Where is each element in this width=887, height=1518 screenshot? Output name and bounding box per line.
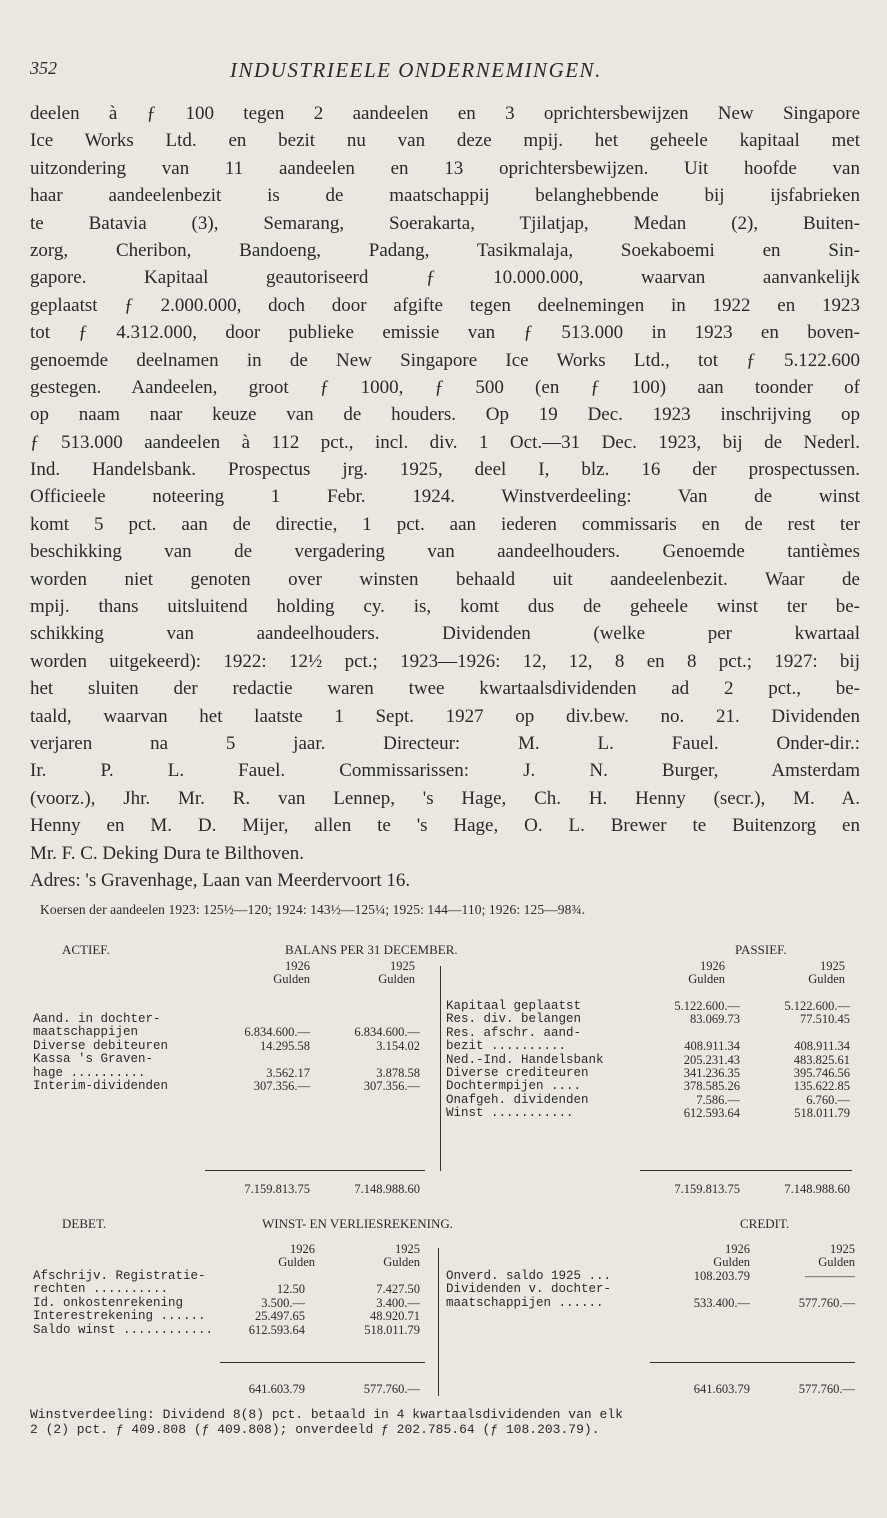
liability-value xyxy=(745,1027,850,1040)
asset-value: 3.154.02 xyxy=(376,1038,420,1053)
balance-liab-total-1925: 7.148.988.60 xyxy=(784,1182,850,1196)
text-line: mpij. thans uitsluitend holding cy. is, komt dus de geheele winst ter be- xyxy=(30,596,860,618)
debit-label: rechten .......... xyxy=(33,1282,169,1297)
liability-value: 135.622.85 xyxy=(793,1079,850,1094)
text-line: genoemde deelnamen in de New Singapore Ice Works Ltd., tot ƒ 5.122.600 xyxy=(30,349,860,371)
debit-label: Id. onkostenrekening xyxy=(33,1295,184,1310)
liability-label: Onafgeh. dividenden xyxy=(446,1092,589,1107)
liability-value: 341.236.35 xyxy=(683,1065,740,1080)
text-line: Mr. F. C. Deking Dura te Bilthoven. xyxy=(30,842,304,864)
liability-label: Res. div. belangen xyxy=(446,1012,582,1027)
debit-value: 12.50 xyxy=(276,1282,305,1297)
text-line: gestegen. Aandeelen, groot ƒ 1000, ƒ 500 (en ƒ 100) aan toonder of xyxy=(30,376,860,398)
asset-value xyxy=(195,1013,310,1026)
text-line: haar aandeelenbezit is de maatschappij belanghebbende bij ijsfabrieken xyxy=(30,185,860,207)
asset-value: 3.562.17 xyxy=(266,1065,310,1080)
liability-value xyxy=(630,1027,740,1040)
asset-value: 307.356.— xyxy=(363,1078,420,1093)
debit-value: 518.011.79 xyxy=(364,1322,420,1337)
debit-value: 25.497.65 xyxy=(255,1309,305,1324)
liability-label: Winst ........... xyxy=(446,1106,574,1121)
pnl-heading-right: CREDIT. xyxy=(740,1216,790,1231)
text-line: schikking van aandeelhouders. Dividenden (welke per kwartaal xyxy=(30,623,860,645)
balance-liab-total-rule xyxy=(640,1170,852,1171)
balance-heading-right: PASSIEF. xyxy=(735,942,787,957)
pnl-divider xyxy=(438,1248,439,1396)
liability-value: 6.760.— xyxy=(806,1092,850,1107)
pnl-heading-left: DEBET. xyxy=(62,1216,107,1231)
pnl-credit-1926 xyxy=(640,1270,750,1310)
text-line: verjaren na 5 jaar. Directeur: M. L. Fauel. Onder-dir.: xyxy=(30,732,860,754)
text-line: geplaatst ƒ 2.000.000, doch door afgifte tegen deelnemingen in 1922 en 1923 xyxy=(30,294,860,316)
debit-value: 612.593.64 xyxy=(248,1322,305,1337)
credit-label: Dividenden v. dochter- xyxy=(446,1282,612,1297)
liability-value: 408.911.34 xyxy=(794,1039,850,1054)
pnl-debit-total-rule xyxy=(220,1362,425,1363)
liability-value: 83.069.73 xyxy=(690,1012,740,1027)
liability-value: 205.231.43 xyxy=(683,1052,740,1067)
text-line: ƒ 513.000 aandeelen à 112 pct., incl. div. 1 Oct.—31 Dec. 1923, bij de Nederl. xyxy=(30,431,860,453)
liability-value: 77.510.45 xyxy=(800,1012,850,1027)
liability-value: 408.911.34 xyxy=(684,1039,740,1054)
debit-label: Afschrijv. Registratie- xyxy=(33,1269,206,1283)
balance-liab-1926 xyxy=(630,1000,740,1121)
balance-assets-1926 xyxy=(195,1013,310,1093)
debit-value: 48.920.71 xyxy=(370,1309,420,1324)
pnl-debit-total-1925: 577.760.— xyxy=(363,1382,420,1396)
balance-assets-total-1926: 7.159.813.75 xyxy=(244,1182,310,1196)
pnl-credit-total-rule xyxy=(650,1362,855,1363)
text-line: beschikking van de vergadering van aandeelhouders. Genoemde tantièmes xyxy=(30,541,860,563)
profit-distribution-note xyxy=(30,1408,860,1437)
asset-value: 14.295.58 xyxy=(260,1038,310,1053)
balance-liab-total-1926: 7.159.813.75 xyxy=(674,1182,740,1196)
credit-value: ———— xyxy=(805,1269,855,1283)
debit-value xyxy=(315,1270,420,1283)
pnl-debit-year-b: 1925 Gulden xyxy=(383,1242,420,1270)
text-line: tot ƒ 4.312.000, door publieke emissie van ƒ 513.000 in 1923 en boven- xyxy=(30,322,860,344)
liability-value: 483.825.61 xyxy=(793,1052,850,1067)
asset-label: Aand. in dochter- xyxy=(33,1012,161,1026)
liability-label: Ned.-Ind. Handelsbank xyxy=(446,1052,604,1067)
credit-value: 108.203.79 xyxy=(693,1269,750,1283)
text-line: te Batavia (3), Semarang, Soerakarta, Tjilatjap, Medan (2), Buiten- xyxy=(30,212,860,234)
pnl-credit-total-1925: 577.760.— xyxy=(798,1382,855,1396)
footnote-line: 2 (2) pct. ƒ 409.808 (ƒ 409.808); onverdeeld ƒ 202.785.64 (ƒ 108.203.79). xyxy=(30,1421,600,1437)
balance-assets-labels xyxy=(33,1013,168,1093)
text-line: Ir. P. L. Fauel. Commissarissen: J. N. Burger, Amsterdam xyxy=(30,760,860,782)
liability-value: 612.593.64 xyxy=(683,1106,740,1121)
liability-label xyxy=(446,1121,604,1134)
balance-assets-year-a: 1926 Gulden xyxy=(273,959,310,987)
balance-assets-total-1925: 7.148.988.60 xyxy=(354,1182,420,1196)
credit-value xyxy=(640,1283,750,1296)
balance-heading-left: ACTIEF. xyxy=(62,942,110,957)
credit-value xyxy=(755,1283,855,1296)
page-number: 352 xyxy=(30,58,57,78)
pnl-credit-total-1926: 641.603.79 xyxy=(693,1382,750,1396)
balance-liab-year-b: 1925 Gulden xyxy=(808,959,845,987)
balance-assets-total-rule xyxy=(205,1170,425,1171)
pnl-debit-year-a: 1926 Gulden xyxy=(278,1242,315,1270)
liability-value: 395.746.56 xyxy=(793,1065,850,1080)
pnl-debit-total-1926: 641.603.79 xyxy=(248,1382,305,1396)
liability-label: Kapitaal geplaatst xyxy=(446,999,582,1013)
share-quotes-line: Koersen der aandeelen 1923: 125½—120; 1924: 143½—125¼; 1925: 144—110; 1926: 125—98¾. xyxy=(40,902,586,917)
pnl-debit-labels xyxy=(33,1270,213,1337)
text-line: worden niet genoten over winsten behaald uit aandeelenbezit. Waar de xyxy=(30,568,860,590)
liability-value: 5.122.600.— xyxy=(784,999,850,1013)
text-line: gapore. Kapitaal geautoriseerd ƒ 10.000.000, waarvan aanvankelijk xyxy=(30,267,860,289)
running-title: INDUSTRIEELE ONDERNEMINGEN. xyxy=(230,58,602,82)
text-line: Henny en M. D. Mijer, allen te 's Hage, O. L. Brewer te Buitenzorg en xyxy=(30,815,860,837)
asset-label: Kassa 's Graven- xyxy=(33,1052,154,1067)
text-line: Ice Works Ltd. en bezit nu van deze mpij. het geheele kapitaal met xyxy=(30,130,860,152)
liability-value: 7.586.— xyxy=(696,1092,740,1107)
pnl-credit-year-a: 1926 Gulden xyxy=(713,1242,750,1270)
debit-value: 7.427.50 xyxy=(376,1282,420,1297)
balance-heading-center: BALANS PER 31 DECEMBER. xyxy=(285,942,458,957)
pnl-credit-labels xyxy=(446,1270,611,1310)
pnl-heading-center: WINST- EN VERLIESREKENING. xyxy=(262,1216,454,1231)
debit-value: 3.500.— xyxy=(261,1295,305,1310)
liability-label: bezit .......... xyxy=(446,1039,567,1054)
asset-label: maatschappijen xyxy=(33,1025,139,1040)
asset-label: hage .......... xyxy=(33,1065,146,1080)
asset-value: 6.834.600.— xyxy=(244,1025,310,1040)
balance-assets-year-b: 1925 Gulden xyxy=(378,959,415,987)
text-line: uitzondering van 11 aandeelen en 13 oprichtersbewijzen. Uit hoofde van xyxy=(30,157,860,179)
text-line: worden uitgekeerd): 1922: 12½ pct.; 1923—1926: 12, 12, 8 en 8 pct.; 1927: bij xyxy=(30,650,860,672)
text-line: deelen à ƒ 100 tegen 2 aandeelen en 3 oprichtersbewijzen New Singapore xyxy=(30,103,860,124)
credit-value: 533.400.— xyxy=(693,1295,750,1310)
balance-liab-1925 xyxy=(745,1000,850,1121)
asset-value: 6.834.600.— xyxy=(354,1025,420,1040)
text-line: taald, waarvan het laatste 1 Sept. 1927 op div.bew. no. 21. Dividenden xyxy=(30,705,860,727)
debit-value: 3.400.— xyxy=(376,1295,420,1310)
balance-liab-labels xyxy=(446,1000,604,1134)
text-line: Adres: 's Gravenhage, Laan van Meerdervoort 16. xyxy=(30,869,411,891)
asset-value xyxy=(195,1053,310,1066)
liability-value: 518.011.79 xyxy=(794,1106,850,1121)
text-line: zorg, Cheribon, Bandoeng, Padang, Tasikmalaja, Soekaboemi en Sin- xyxy=(30,239,860,261)
text-line: komt 5 pct. aan de directie, 1 pct. aan iederen commissaris en de rest ter xyxy=(30,513,860,535)
footnote-line: Winstverdeeling: Dividend 8(8) pct. betaald in 4 kwartaalsdividenden van elk xyxy=(30,1407,623,1422)
asset-label: Interim-dividenden xyxy=(33,1078,169,1093)
debit-label: Interestrekening ...... xyxy=(33,1309,206,1324)
liability-value: 378.585.26 xyxy=(683,1079,740,1094)
pnl-credit-1925 xyxy=(755,1270,855,1310)
running-head xyxy=(30,58,857,86)
debit-value xyxy=(200,1270,305,1283)
asset-label: Diverse debiteuren xyxy=(33,1038,169,1053)
text-line: het sluiten der redactie waren twee kwartaalsdividenden ad 2 pct., be- xyxy=(30,678,860,700)
text-line: Ind. Handelsbank. Prospectus jrg. 1925, deel I, blz. 16 der prospectussen. xyxy=(30,459,860,481)
asset-value: 3.878.58 xyxy=(376,1065,420,1080)
credit-value: 577.760.— xyxy=(798,1295,855,1310)
body-text xyxy=(30,100,860,894)
asset-value xyxy=(315,1053,420,1066)
pnl-debit-1926 xyxy=(200,1270,305,1337)
debit-label: Saldo winst ............ xyxy=(33,1322,214,1337)
liability-label: Diverse crediteuren xyxy=(446,1065,589,1080)
balance-liab-year-a: 1926 Gulden xyxy=(688,959,725,987)
credit-label: maatschappijen ...... xyxy=(446,1295,604,1310)
liability-value: 5.122.600.— xyxy=(674,999,740,1013)
pnl-credit-year-b: 1925 Gulden xyxy=(818,1242,855,1270)
asset-value: 307.356.— xyxy=(253,1078,310,1093)
text-line: Officieele noteering 1 Febr. 1924. Winstverdeeling: Van de winst xyxy=(30,486,860,508)
balance-divider xyxy=(440,966,441,1171)
credit-label: Onverd. saldo 1925 ... xyxy=(446,1269,612,1283)
liability-label: Dochtermpijen .... xyxy=(446,1079,582,1094)
text-line: (voorz.), Jhr. Mr. R. van Lennep, 's Hage, Ch. H. Henny (secr.), M. A. xyxy=(30,787,860,809)
liability-label: Res. afschr. aand- xyxy=(446,1025,582,1040)
asset-value xyxy=(315,1013,420,1026)
balance-assets-1925 xyxy=(315,1013,420,1093)
text-line: op naam naar keuze van de houders. Op 19 Dec. 1923 inschrijving op xyxy=(30,404,860,426)
pnl-debit-1925 xyxy=(315,1270,420,1337)
